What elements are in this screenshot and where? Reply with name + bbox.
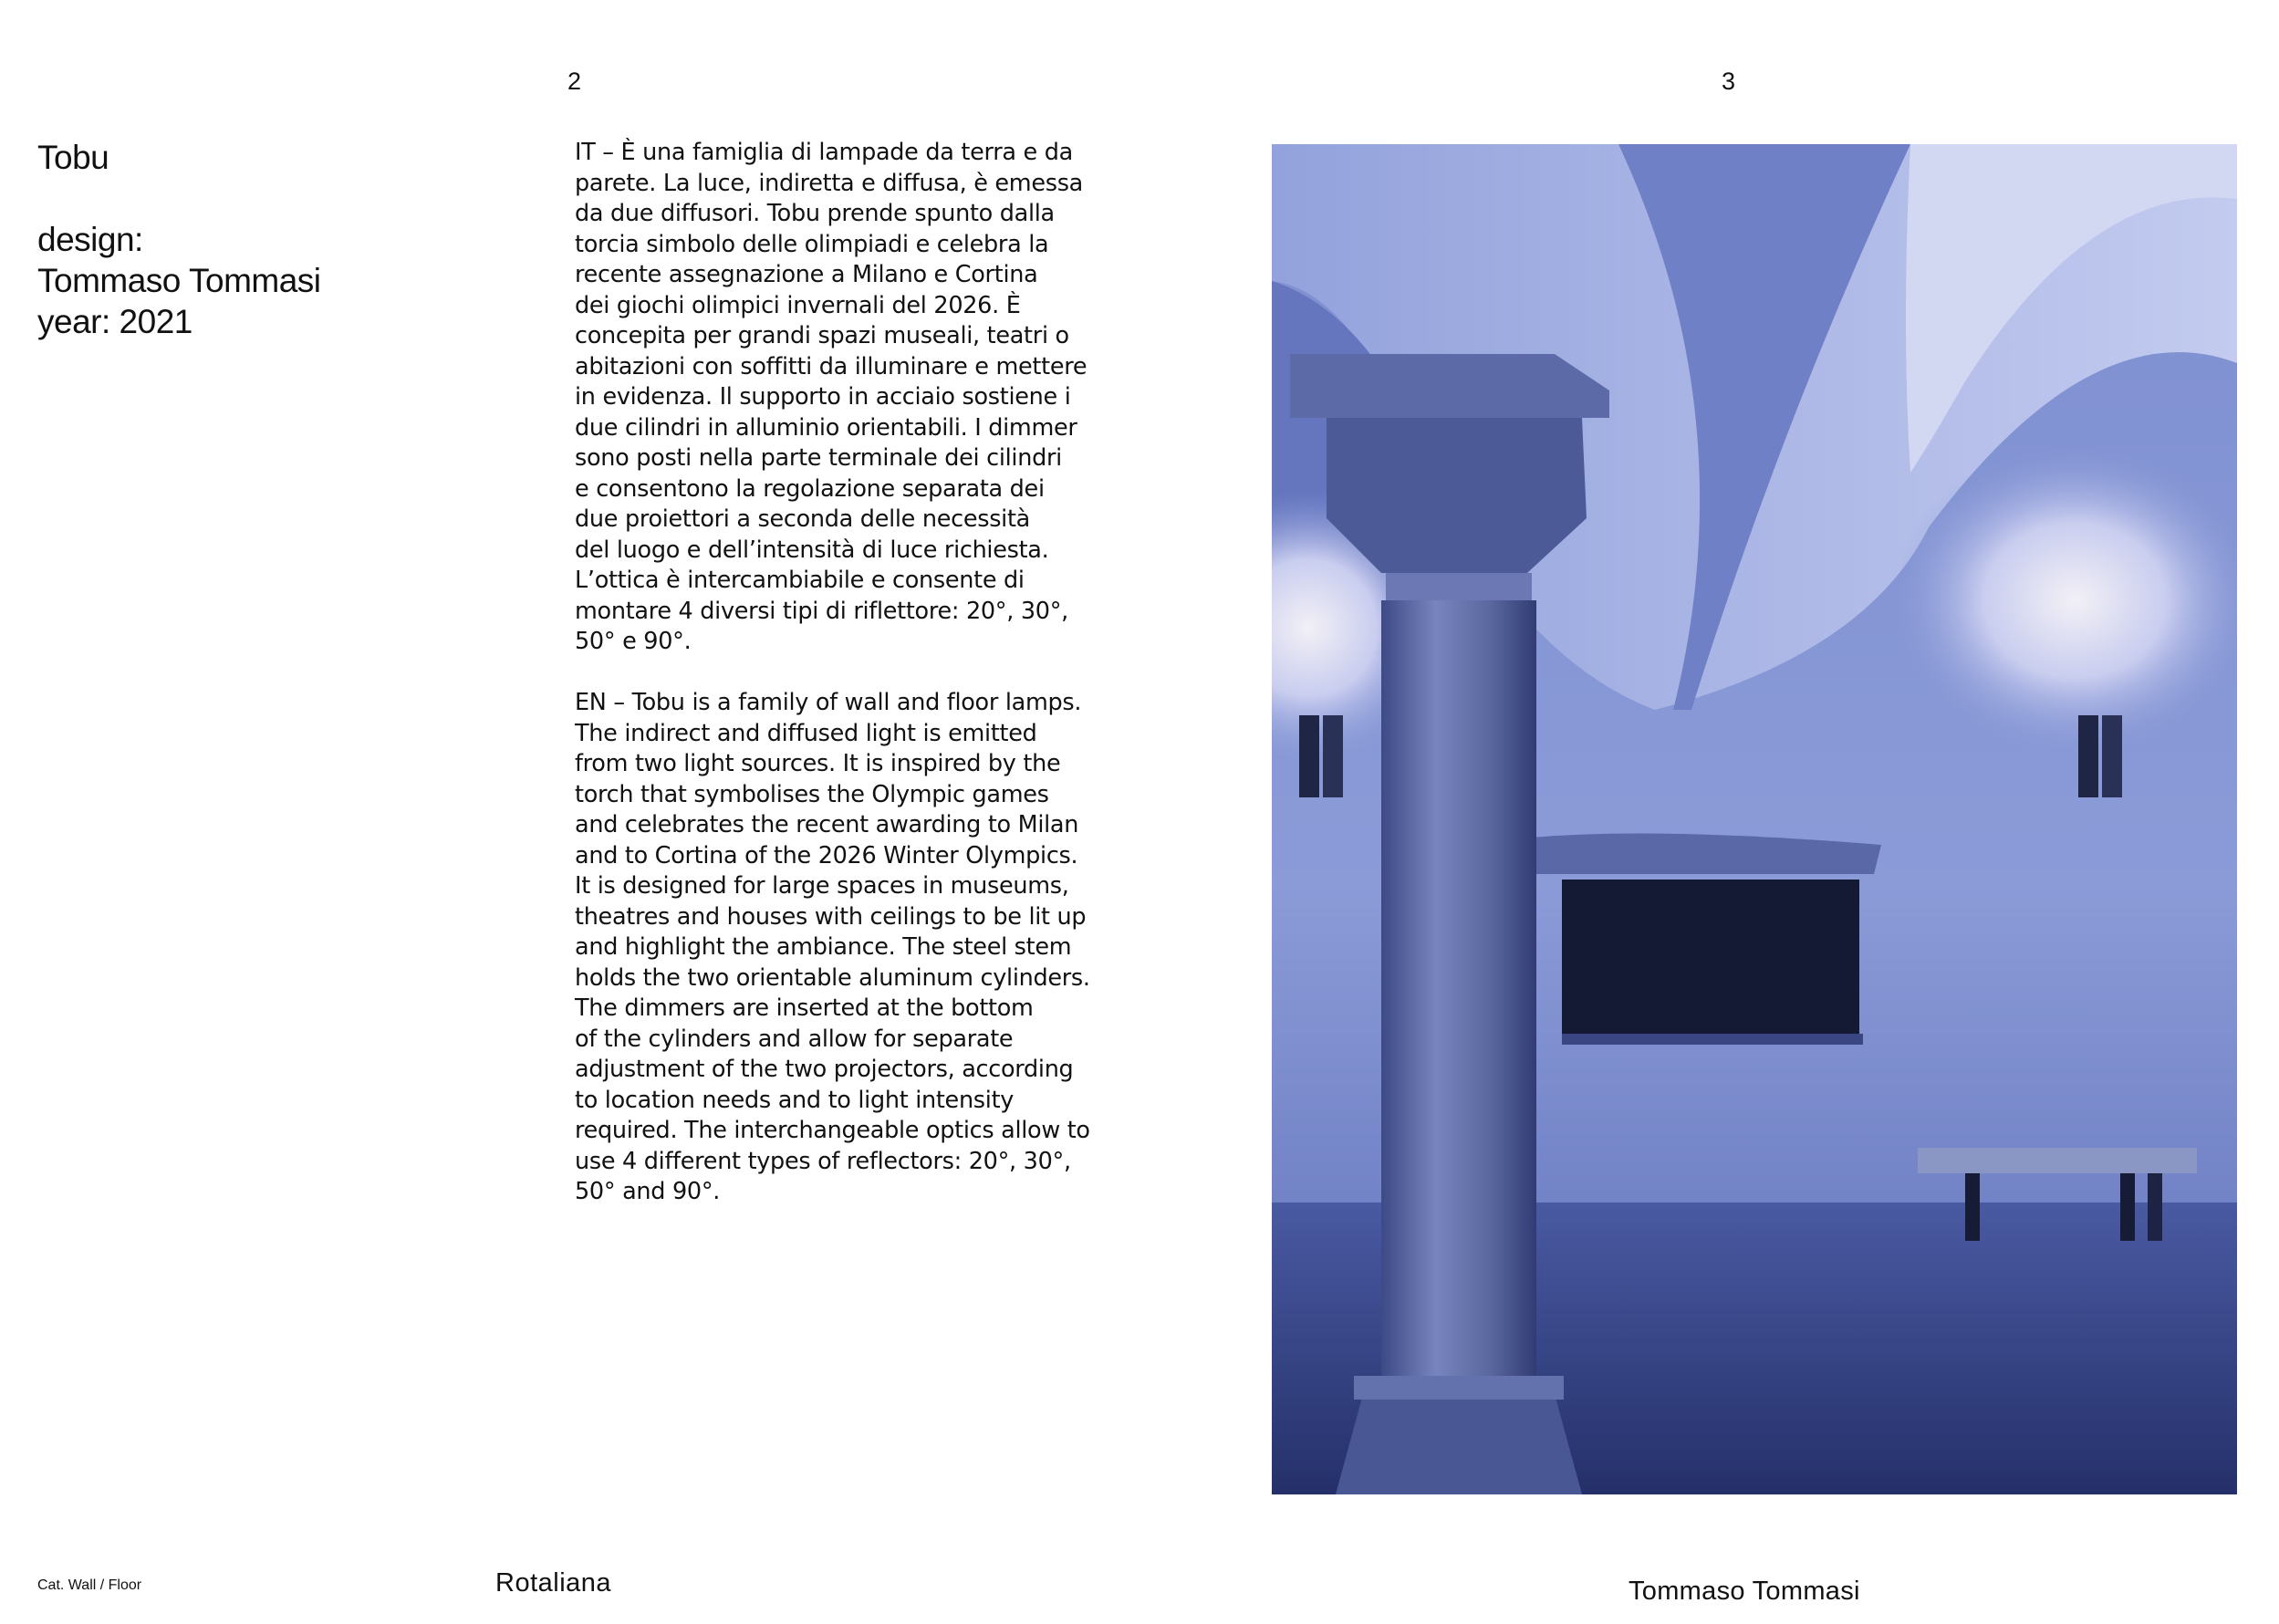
page-number-left: 2 bbox=[567, 68, 582, 95]
it-line: sono posti nella parte terminale dei cilindri bbox=[575, 444, 1062, 472]
it-line: IT – È una famiglia di lampade da terra e da bbox=[575, 139, 1073, 166]
it-line: dei giochi olimpici invernali del 2026. È bbox=[575, 291, 1021, 319]
en-line: torch that symbolises the Olympic games bbox=[575, 780, 1049, 808]
en-line: and highlight the ambiance. The steel stem bbox=[575, 933, 1072, 961]
design-label: design: bbox=[37, 221, 143, 258]
it-line: e consentono la regolazione separata dei bbox=[575, 474, 1045, 503]
it-line: parete. La luce, indiretta e diffusa, è emessa bbox=[575, 169, 1083, 197]
en-line: use 4 different types of reflectors: 20°, 30°, bbox=[575, 1147, 1071, 1175]
it-line: 50° e 90°. bbox=[575, 628, 692, 655]
footer-brand: Rotaliana bbox=[495, 1568, 612, 1598]
it-line: del luogo e dell’intensità di luce richiesta. bbox=[575, 536, 1049, 564]
product-year: year: 2021 bbox=[37, 303, 193, 340]
product-meta bbox=[37, 137, 321, 342]
en-line: of the cylinders and allow for separate bbox=[575, 1025, 1014, 1053]
photo-crypt-interior bbox=[1272, 144, 2237, 1494]
en-line: to location needs and to light intensity bbox=[575, 1086, 1015, 1114]
en-line: EN – Tobu is a family of wall and floor lamps. bbox=[575, 689, 1082, 716]
it-line: torcia simbolo delle olimpiadi e celebra la bbox=[575, 230, 1049, 258]
en-line: adjustment of the two projectors, according bbox=[575, 1056, 1074, 1083]
it-line: recente assegnazione a Milano e Cortina bbox=[575, 261, 1038, 288]
product-description bbox=[575, 138, 1122, 1208]
it-line: in evidenza. Il supporto in acciaio sostiene i bbox=[575, 383, 1071, 411]
product-photo bbox=[1272, 144, 2237, 1494]
it-line: concepita per grandi spazi museali, teatri o bbox=[575, 322, 1069, 349]
footer-category: Cat. Wall / Floor bbox=[37, 1577, 142, 1593]
product-name: Tobu bbox=[37, 139, 109, 176]
it-line: due proiettori a seconda delle necessità bbox=[575, 505, 1030, 533]
en-line: The dimmers are inserted at the bottom bbox=[575, 994, 1034, 1022]
description-italian bbox=[575, 138, 1122, 658]
en-line: and to Cortina of the 2026 Winter Olympics. bbox=[575, 841, 1078, 869]
it-line: due cilindri in alluminio orientabili. I dimmer bbox=[575, 413, 1077, 442]
designer-name: Tommaso Tommasi bbox=[37, 262, 321, 299]
en-line: theatres and houses with ceilings to be lit up bbox=[575, 902, 1087, 931]
en-line: 50° and 90°. bbox=[575, 1178, 721, 1205]
it-line: L’ottica è intercambiabile e consente di bbox=[575, 567, 1025, 594]
it-line: montare 4 diversi tipi di riflettore: 20°, 30°, bbox=[575, 597, 1068, 625]
en-line: required. The interchangeable optics allow to bbox=[575, 1117, 1090, 1144]
en-line: holds the two orientable aluminum cylinders. bbox=[575, 963, 1090, 992]
en-line: and celebrates the recent awarding to Milan bbox=[575, 811, 1079, 838]
it-line: abitazioni con soffitti da illuminare e mettere bbox=[575, 352, 1087, 380]
description-english bbox=[575, 688, 1122, 1208]
en-line: The indirect and diffused light is emitted bbox=[575, 719, 1037, 747]
it-line: da due diffusori. Tobu prende spunto dalla bbox=[575, 200, 1055, 227]
footer-designer: Tommaso Tommasi bbox=[1629, 1577, 1860, 1606]
page-number-right: 3 bbox=[1722, 68, 1736, 95]
en-line: from two light sources. It is inspired by the bbox=[575, 750, 1061, 777]
en-line: It is designed for large spaces in museums, bbox=[575, 872, 1069, 900]
